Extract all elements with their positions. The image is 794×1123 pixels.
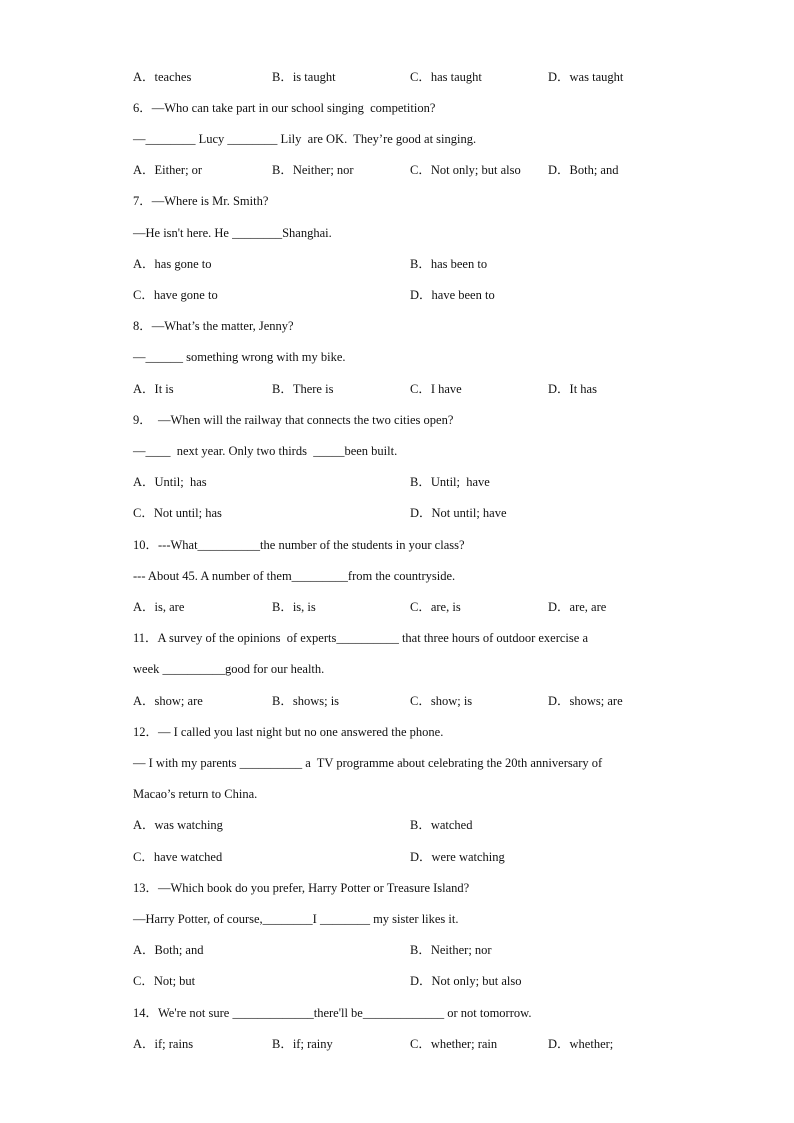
q9-dialogue: —____ next year. Only two thirds _____been built. xyxy=(133,444,398,458)
q11-option-c: C．show; is xyxy=(410,694,473,708)
q14-option-a: A．if; rains xyxy=(133,1037,194,1051)
q6-dialogue: —________ Lucy ________ Lily are OK. They’re good at singing. xyxy=(133,132,477,146)
q6-option-b: B．Neither; nor xyxy=(272,163,354,177)
q9-stem: 9． —When will the railway that connects the two cities open? xyxy=(133,413,454,427)
q6-option-a: A．Either; or xyxy=(133,163,203,177)
q8-option-a: A．It is xyxy=(133,382,174,396)
q13-option-a: A．Both; and xyxy=(133,943,204,957)
q6-option-c: C．Not only; but also xyxy=(410,163,521,177)
q12-stem: 12．— I called you last night but no one answered the phone. xyxy=(133,725,444,739)
q5-option-b: B．is taught xyxy=(272,70,336,84)
q11-option-b: B．shows; is xyxy=(272,694,340,708)
q11-stem-continued: week __________good for our health. xyxy=(133,662,325,676)
q9-option-d: D．Not until; have xyxy=(410,506,507,520)
q5-option-a: A．teaches xyxy=(133,70,192,84)
q10-option-a: A．is, are xyxy=(133,600,185,614)
q9-option-a: A．Until; has xyxy=(133,475,207,489)
q11-option-a: A．show; are xyxy=(133,694,203,708)
q5-option-d: D．was taught xyxy=(548,70,624,84)
q7-option-b: B．has been to xyxy=(410,257,488,271)
q10-option-c: C．are, is xyxy=(410,600,461,614)
q6-stem: 6．—Who can take part in our school singing competition? xyxy=(133,101,436,115)
q9-option-b: B．Until; have xyxy=(410,475,490,489)
q12-option-b: B．watched xyxy=(410,818,473,832)
q5-option-c: C．has taught xyxy=(410,70,482,84)
q7-dialogue: —He isn't here. He ________Shanghai. xyxy=(133,226,332,240)
q13-dialogue: —Harry Potter, of course,________I ________ my sister likes it. xyxy=(133,912,459,926)
q13-option-d: D．Not only; but also xyxy=(410,974,522,988)
q12-option-c: C．have watched xyxy=(133,850,223,864)
q12-option-d: D．were watching xyxy=(410,850,505,864)
q10-stem: 10．---What__________the number of the students in your class? xyxy=(133,538,465,552)
q12-dialogue: — I with my parents __________ a TV programme about celebrating the 20th anniversary of xyxy=(133,756,603,770)
q7-stem: 7．—Where is Mr. Smith? xyxy=(133,194,269,208)
q14-option-c: C．whether; rain xyxy=(410,1037,498,1051)
q7-option-d: D．have been to xyxy=(410,288,495,302)
q10-option-d: D．are, are xyxy=(548,600,607,614)
q7-option-c: C．have gone to xyxy=(133,288,218,302)
q14-stem: 14．We're not sure _____________there'll be_____________ or not tomorrow. xyxy=(133,1006,532,1020)
q8-option-d: D．It has xyxy=(548,382,597,396)
q8-stem: 8．—What’s the matter, Jenny? xyxy=(133,319,294,333)
q10-dialogue: --- About 45. A number of them_________from the countryside. xyxy=(133,569,456,583)
q10-option-b: B．is, is xyxy=(272,600,316,614)
q14-option-d: D．whether; xyxy=(548,1037,614,1051)
q14-option-b: B．if; rainy xyxy=(272,1037,333,1051)
q13-option-b: B．Neither; nor xyxy=(410,943,492,957)
q12-option-a: A．was watching xyxy=(133,818,223,832)
q7-option-a: A．has gone to xyxy=(133,257,212,271)
q8-option-c: C．I have xyxy=(410,382,462,396)
q11-stem: 11．A survey of the opinions of experts__________ that three hours of outdoor exercise a xyxy=(133,631,588,645)
q13-option-c: C．Not; but xyxy=(133,974,196,988)
q13-stem: 13．—Which book do you prefer, Harry Potter or Treasure Island? xyxy=(133,881,470,895)
q9-option-c: C．Not until; has xyxy=(133,506,222,520)
q8-option-b: B．There is xyxy=(272,382,334,396)
q12-dialogue-continued: Macao’s return to China. xyxy=(133,787,258,801)
q6-option-d: D．Both; and xyxy=(548,163,619,177)
q8-dialogue: —______ something wrong with my bike. xyxy=(133,350,346,364)
q11-option-d: D．shows; are xyxy=(548,694,623,708)
